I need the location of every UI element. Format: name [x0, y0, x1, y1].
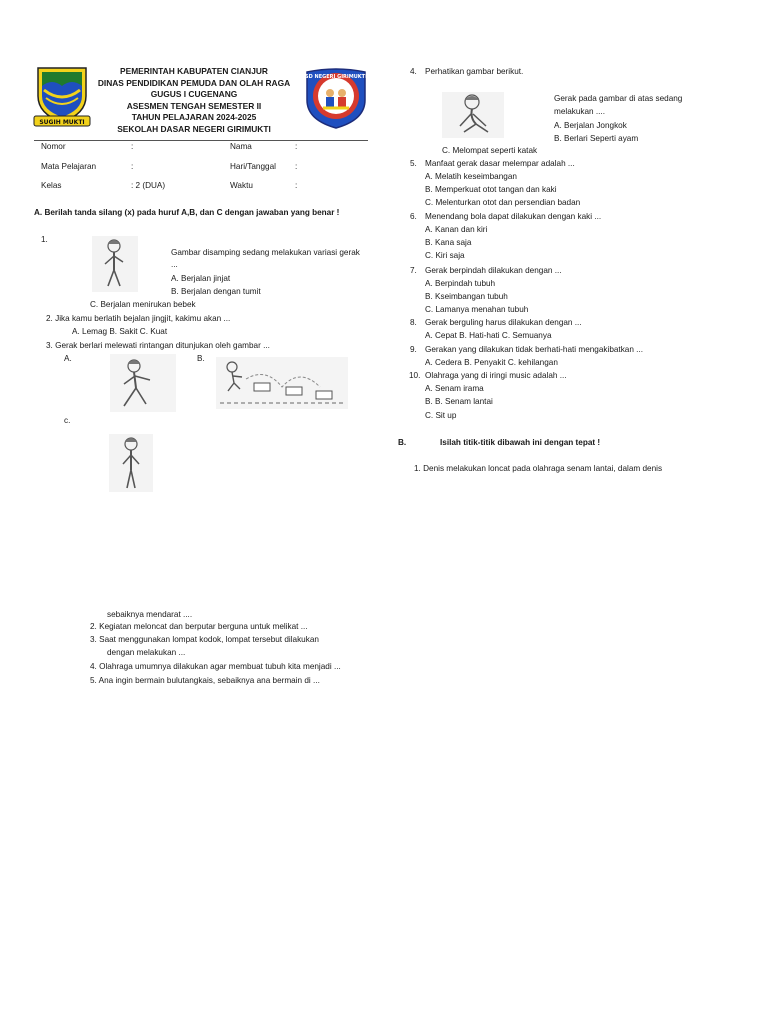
q1-number: 1. [41, 235, 48, 244]
section-b-title: Isilah titik-titik dibawah ini dengan tepat ! [440, 438, 601, 447]
q7-option-b[interactable]: B. Kseimbangan tubuh [425, 292, 508, 301]
section-b-letter: B. [398, 438, 407, 447]
q4-option-c[interactable]: C. Melompat seperti katak [442, 146, 538, 155]
q5-text: Manfaat gerak dasar melempar adalah ... [425, 159, 575, 168]
header-line-4: ASESMEN TENGAH SEMESTER II [126, 100, 262, 111]
hari-colon: : [295, 162, 298, 171]
q9-text: Gerakan yang dilakukan tidak berhati-hati mengakibatkan ... [425, 345, 644, 354]
q3-image-c-standing-child [109, 434, 153, 492]
section-a-title: A. Berilah tanda silang (x) pada huruf A,B, dan C dengan jawaban yang benar ! [34, 208, 340, 217]
mapel-label: Mata Pelajaran [41, 162, 97, 171]
q3-label-c[interactable]: c. [64, 416, 71, 425]
q2-text: 2. Jika kamu berlatih bejalan jingjit, kakimu akan ... [46, 314, 231, 323]
section-b-q1-line2: sebaiknya mendarat .... [107, 610, 193, 619]
q10-text: Olahraga yang di iringi music adalah ... [425, 371, 567, 380]
q5-option-c[interactable]: C. Melenturkan otot dan persendian badan [425, 198, 581, 207]
logo-kabupaten-cianjur [32, 64, 92, 128]
q7-option-c[interactable]: C. Lamanya menahan tubuh [425, 305, 529, 314]
q3-image-b-hurdle-run [216, 357, 348, 409]
q6-option-a[interactable]: A. Kanan dan kiri [425, 225, 488, 234]
q3-label-b[interactable]: B. [197, 354, 205, 363]
q3-label-a[interactable]: A. [64, 354, 72, 363]
q6-text: Menendang bola dapat dilakukan dengan kaki ... [425, 212, 602, 221]
q7-option-a[interactable]: A. Berpindah tubuh [425, 279, 496, 288]
q4-desc-line1: Gerak pada gambar di atas sedang [554, 94, 683, 103]
q6-number: 6. [410, 212, 417, 221]
section-b-q4: 4. Olahraga umumnya dilakukan agar membuat tubuh kita menjadi ... [90, 662, 341, 671]
q1-option-c[interactable]: C. Berjalan menirukan bebek [90, 300, 196, 309]
logo-right-text: SD NEGERI GIRIMUKTI [305, 74, 367, 80]
q4-text: Perhatikan gambar berikut. [425, 67, 524, 76]
q4-desc-line2: melakukan .... [554, 107, 605, 116]
school-header [90, 66, 298, 135]
header-line-6: SEKOLAH DASAR NEGERI GIRIMUKTI [117, 123, 271, 134]
q1-text-line1: Gambar disamping sedang melakukan variasi gerak [171, 248, 360, 257]
q2-options[interactable]: A. Lemag B. Sakit C. Kuat [72, 327, 168, 336]
section-b-q3-line1: 3. Saat menggunakan lompat kodok, lompat tersebut dilakukan [90, 635, 319, 644]
q8-options[interactable]: A. Cepat B. Hati-hati C. Semuanya [425, 331, 552, 340]
q4-option-b[interactable]: B. Berlari Seperti ayam [554, 134, 639, 143]
q4-option-a[interactable]: A. Berjalan Jongkok [554, 121, 627, 130]
q7-text: Gerak berpindah dilakukan dengan ... [425, 266, 562, 275]
hari-label: Hari/Tanggal [230, 162, 276, 171]
q9-number: 9. [410, 345, 417, 354]
section-b-q3-line2: dengan melakukan ... [107, 648, 186, 657]
section-b-q2: 2. Kegiatan meloncat dan berputar berguna untuk melikat ... [90, 622, 308, 631]
header-divider [34, 140, 368, 141]
header-line-5: TAHUN PELAJARAN 2024-2025 [131, 112, 257, 122]
q6-option-c[interactable]: C. Kiri saja [425, 251, 465, 260]
q1-option-b[interactable]: B. Berjalan dengan tumit [171, 287, 261, 296]
header-line-3: GUGUS I CUGENANG [150, 89, 238, 99]
q10-option-c[interactable]: C. Sit up [425, 411, 457, 420]
waktu-colon: : [295, 181, 298, 190]
q1-image-walking-child [92, 236, 138, 292]
kelas-value: : 2 (DUA) [131, 181, 166, 190]
q5-number: 5. [410, 159, 417, 168]
q10-number: 10. [409, 371, 421, 380]
q4-image-crouching-child [442, 92, 504, 138]
q8-text: Gerak berguling harus dilakukan dengan ... [425, 318, 582, 327]
mapel-colon: : [131, 162, 134, 171]
waktu-label: Waktu [230, 181, 253, 190]
q10-option-a[interactable]: A. Senam irama [425, 384, 484, 393]
q8-number: 8. [410, 318, 417, 327]
header-line-2: DINAS PENDIDIKAN PEMUDA DAN OLAH RAGA [97, 77, 291, 88]
header-line-1: PEMERINTAH KABUPATEN CIANJUR [120, 66, 268, 76]
q7-number: 7. [410, 266, 417, 275]
section-b-q5: 5. Ana ingin bermain bulutangkais, sebaiknya ana bermain di ... [90, 676, 320, 685]
kelas-label: Kelas [41, 181, 62, 190]
q5-option-b[interactable]: B. Memperkuat otot tangan dan kaki [425, 185, 557, 194]
nomor-colon: : [131, 142, 134, 151]
nama-colon: : [295, 142, 298, 151]
nama-label: Nama [230, 142, 252, 151]
q4-number: 4. [410, 67, 417, 76]
nomor-label: Nomor [41, 142, 66, 151]
logo-sd-girimukti [303, 66, 369, 130]
q3-image-a-running-child [110, 354, 176, 412]
logo-left-banner: SUGIH MUKTI [39, 119, 85, 126]
q9-options[interactable]: A. Cedera B. Penyakit C. kehilangan [425, 358, 558, 367]
section-b-q1-line1: 1. Denis melakukan loncat pada olahraga senam lantai, dalam denis [414, 464, 663, 473]
q6-option-b[interactable]: B. Kana saja [425, 238, 472, 247]
q1-text-line2: ... [171, 260, 178, 269]
q5-option-a[interactable]: A. Melatih keseimbangan [425, 172, 517, 181]
q10-option-b[interactable]: B. B. Senam lantai [425, 397, 493, 406]
q3-text: 3. Gerak berlari melewati rintangan ditunjukan oleh gambar ... [46, 341, 270, 350]
q1-option-a[interactable]: A. Berjalan jinjat [171, 274, 231, 283]
